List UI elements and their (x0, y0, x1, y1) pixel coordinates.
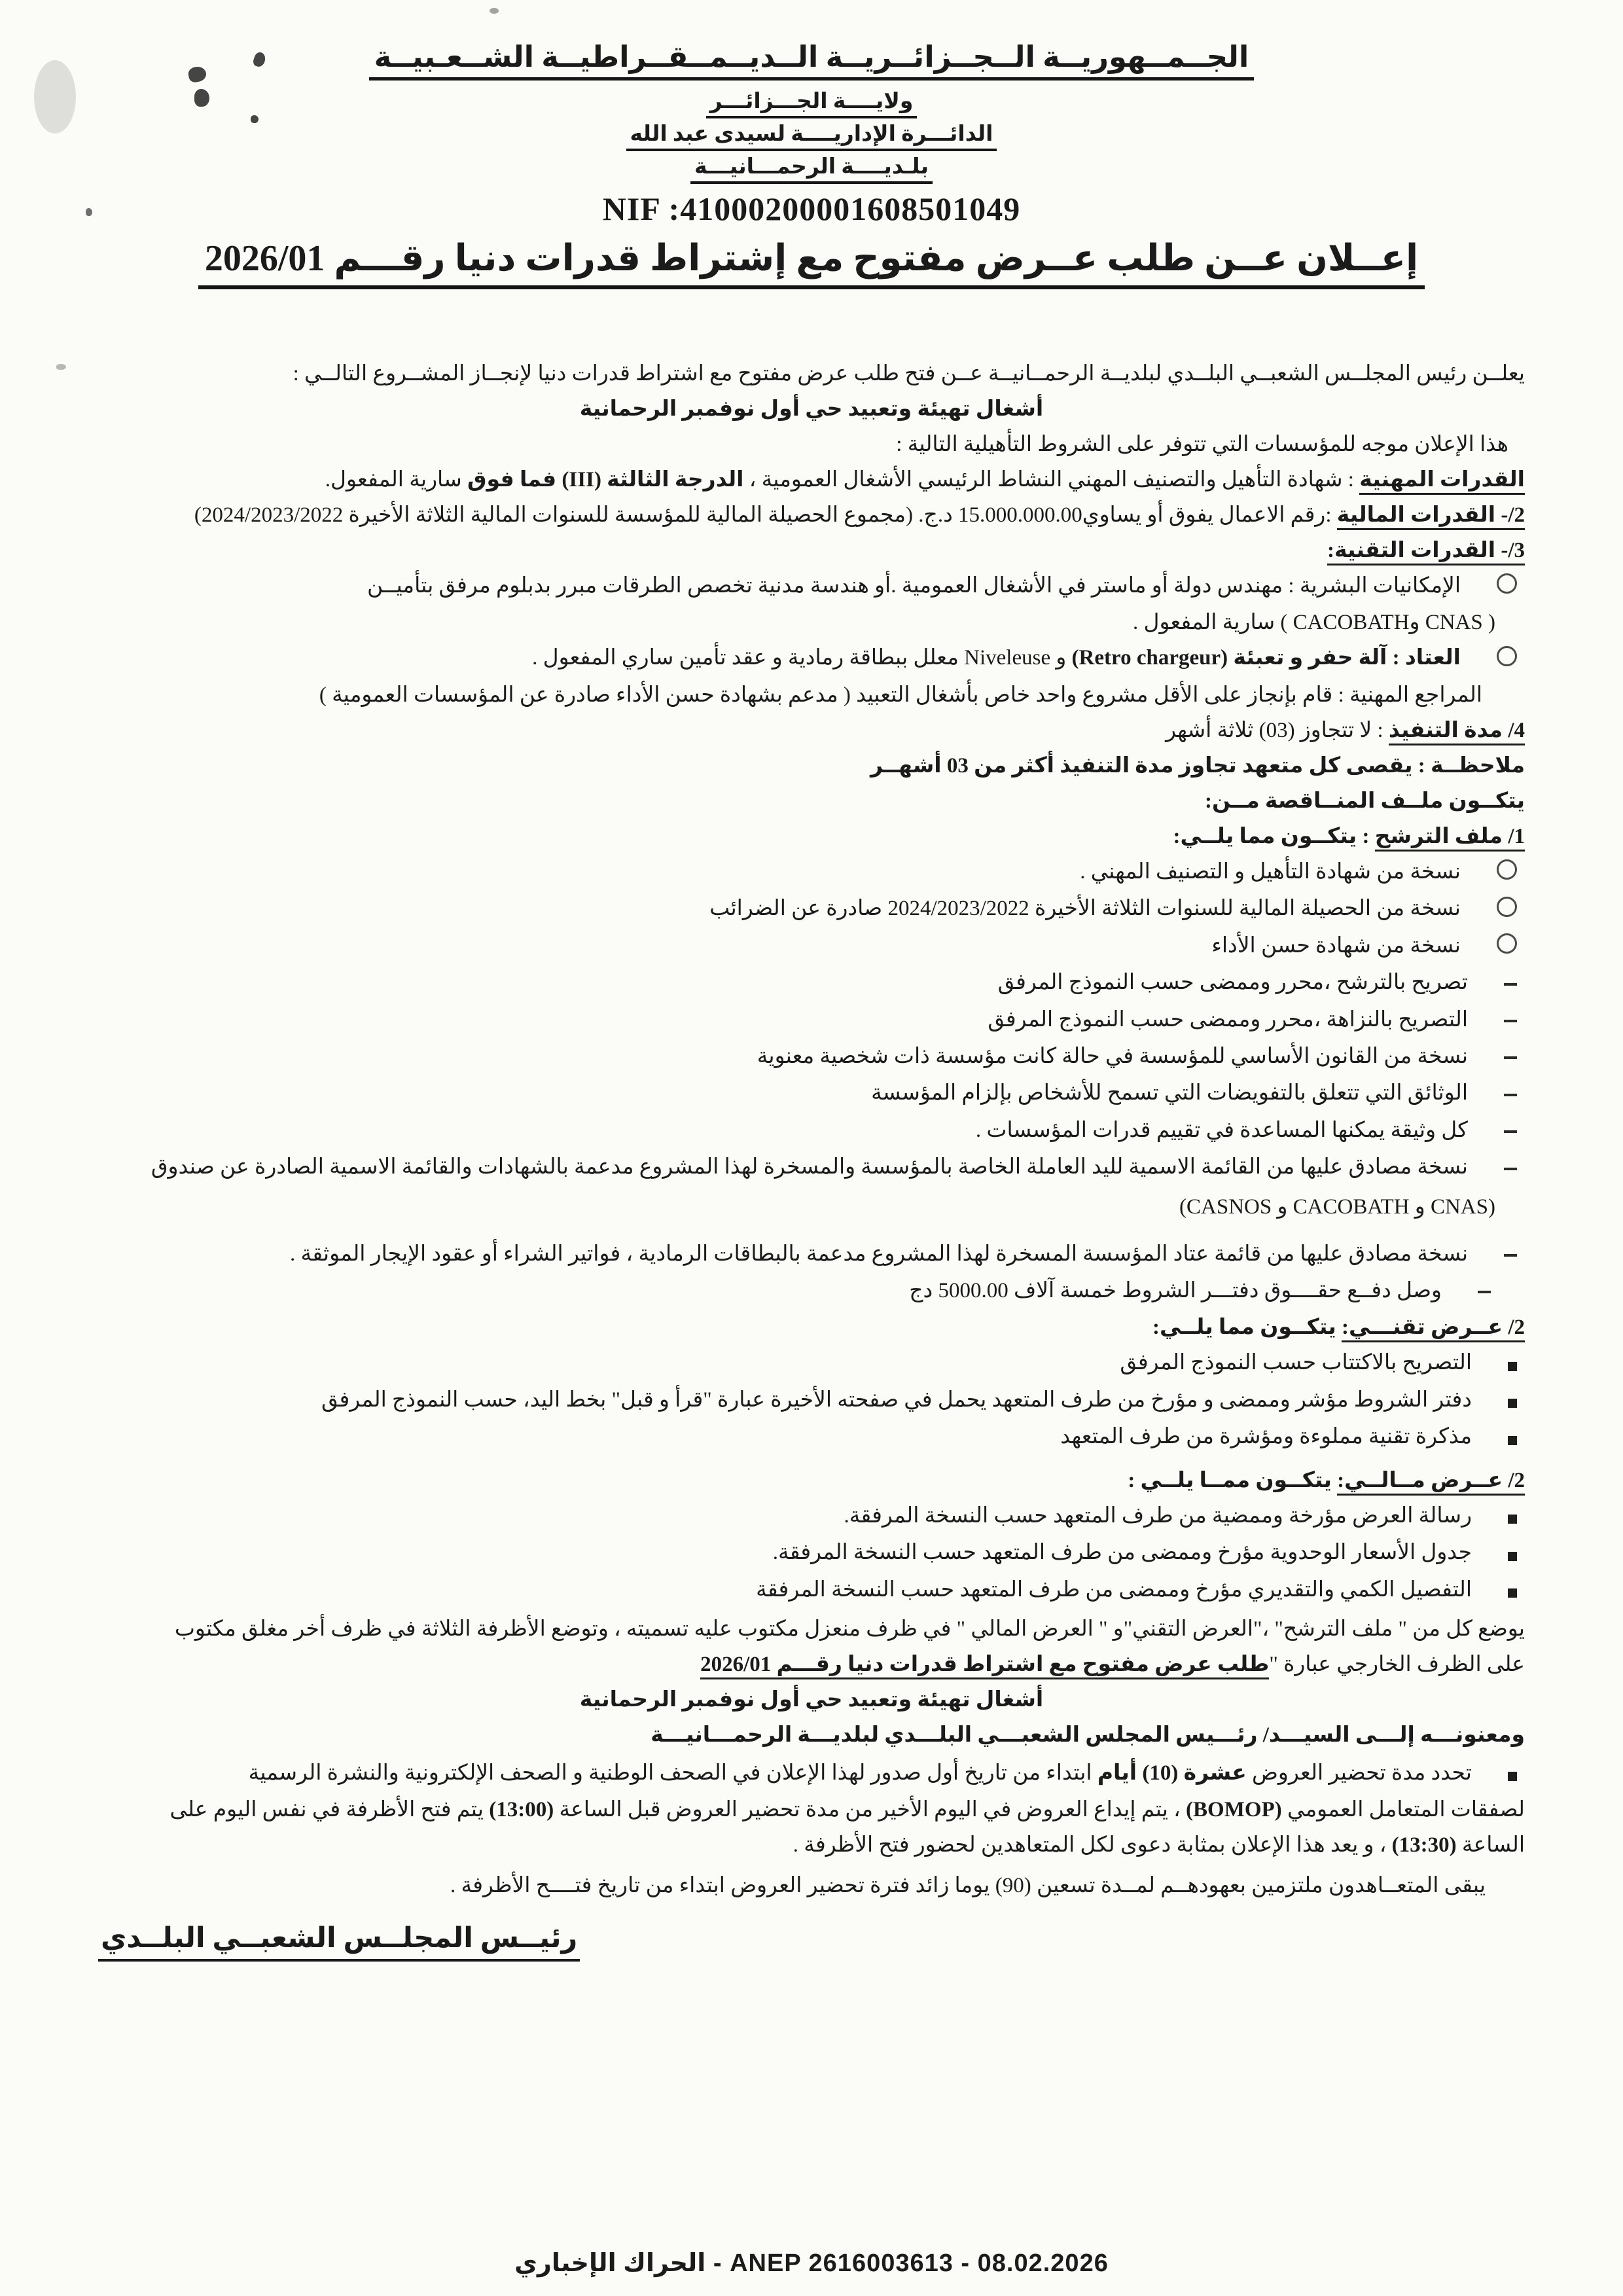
text-run: نسخة مصادق عليها من قائمة عتاد المؤسسة المسخرة لهذا المشروع مدعمة بالبطاقات الرمادية ، فواتير الشراء أو عقود الإيجار الموثقة . (290, 1242, 1468, 1266)
text-run: ، و يعد هذا الإعلان بمثابة دعوى لكل المتعاهدين لحضور فتح الأظرفة . (793, 1833, 1392, 1857)
signature-title: رئيــس المجلــس الشعبــي البلــدي (98, 1923, 580, 1962)
list-item (98, 891, 1525, 927)
scan-artifact (194, 89, 209, 107)
text-run: التصريح بالنزاهة ،محرر وممضى حسب النموذج المرفق (988, 1007, 1468, 1031)
circle-bullet-icon (1497, 642, 1517, 677)
text-run: يوضع كل من " ملف الترشح" ،"العرض التقني"و " العرض المالي " في ظرف منعزل مكتوب عليه تسميته ، وتوضع الأظرفة الثلاثة في ظرف أخر مغلق مكتوب (174, 1617, 1525, 1641)
text-run: 4/ مدة التنفيذ (1389, 719, 1525, 745)
text-run: يتم فتح الأظرفة في نفس اليوم على (169, 1798, 490, 1822)
text-run: : لا تتجاوز (03) ثلاثة أشهر (1166, 718, 1389, 742)
list-item (98, 1755, 1525, 1792)
signature-block (98, 1922, 1525, 1954)
text-run: دفتر الشروط مؤشر وممضى و مؤرخ من طرف المتعهد يحمل في صفحته الأخيرة عبارة "قرأ و قبل" بخط اليد، حسب النموذج المرفق (321, 1388, 1472, 1412)
text-run: المراجع المهنية : قام بإنجاز على الأقل مشروع واحد خاص بأشغال التعبيد ( مدعم بشهادة حسن الأداء صادرة عن المؤسسات العمومية ) (319, 683, 1482, 707)
list-item (98, 965, 1525, 1001)
dash-bullet-icon (1504, 1238, 1517, 1273)
doc-line (98, 1611, 1525, 1647)
wilaya-title: ولايــــة الجـــزائـــر (706, 90, 918, 118)
text-run: ملاحظــة : يقصى كل متعهد تجاوز مدة التنفيذ أكثر من 03 أشهــر (870, 753, 1525, 778)
text-run: و Niveleuse معلل ببطاقة رمادية و عقد تأمين ساري المفعول . (532, 646, 1072, 670)
dash-bullet-icon (1504, 1077, 1517, 1113)
nif-number: NIF :41000200001608501049 (602, 190, 1021, 227)
doc-line (98, 497, 1525, 533)
anep-footer (0, 2248, 1623, 2278)
doc-line (98, 605, 1525, 640)
text-run: 2/- القدرات المالية (1337, 503, 1525, 530)
daira-title: الدائـــرة الإداريــــة لسيدى عبد الله (626, 122, 997, 151)
text-run: هذا الإعلان موجه للمؤسسات التي تتوفر على الشروط التأهيلية التالية : (896, 433, 1508, 456)
text-run: القدرات المهنية (1359, 468, 1525, 495)
doc-line (98, 1463, 1525, 1498)
text-run: (13:00) (489, 1798, 554, 1822)
list-item (98, 854, 1525, 891)
list-item (98, 1236, 1525, 1273)
dash-bullet-icon (1504, 1114, 1517, 1149)
text-run: أشغال تهيئة وتعبيد حي أول نوفمبر الرحمانية (579, 397, 1044, 421)
text-run: 2/ عــرض تقنـــي: (1342, 1316, 1525, 1342)
doc-line (98, 1827, 1525, 1863)
doc-line (98, 1189, 1525, 1225)
list-item (98, 1535, 1525, 1571)
text-run: : شهادة التأهيل والتصنيف المهني النشاط الرئيسي الأشغال العمومية ، (743, 468, 1360, 492)
text-run: : يتكــون مما يلــي: (1173, 824, 1375, 848)
commune-title: بلـديــــة الرحمـــانيـــة (690, 155, 933, 184)
circle-bullet-icon (1497, 569, 1517, 605)
list-item (98, 1572, 1525, 1609)
text-run: نسخة من شهادة التأهيل و التصنيف المهني . (1080, 859, 1461, 884)
list-item (98, 1419, 1525, 1456)
scan-artifact (56, 364, 66, 370)
announcement-title: إعــلان عــن طلب عــرض مفتوح مع إشتراط قدرات دنيا رقـــم 2026/01 (198, 238, 1425, 289)
text-run: (CNAS و CACOBATH و CASNOS) (1179, 1194, 1495, 1219)
text-run: الوثائق التي تتعلق بالتفويضات التي تسمح للأشخاص بإلزام المؤسسة (871, 1081, 1468, 1105)
text-run: نسخة مصادق عليها من القائمة الاسمية لليد العاملة الخاصة بالمؤسسة والمسخرة لهذا المشروع مدعمة بالشهادات والقائمة الاسمية الصادرة عن صندوق (151, 1155, 1468, 1179)
text-run: نسخة من الحصيلة المالية للسنوات الثلاثة الأخيرة 2024/2023/2022 صادرة عن الضرائب (709, 897, 1461, 921)
anep-reference: ANEP 2616003613 - 08.02.2026 - الحراك الإخباري (514, 2250, 1109, 2277)
list-item (98, 1345, 1525, 1382)
text-run: ، يتم إيداع العروض في اليوم الأخير من مدة تحضير العروض قبل الساعة (554, 1798, 1186, 1822)
text-run: يعلــن رئيس المجلــس الشعبــي البلــدي لبلديــة الرحمــانيــة عــن فتح طلب عرض مفتوح مع اشتراط قدرات دنيا لإنجــاز المشــروع التالــي : (293, 362, 1525, 386)
list-item (98, 1498, 1525, 1535)
text-run: على الظرف الخارجي عبارة " (1269, 1653, 1525, 1677)
text-run: أشغال تهيئة وتعبيد حي أول نوفمبر الرحمانية (579, 1688, 1044, 1712)
text-run: نسخة من شهادة حسن الأداء (1211, 933, 1461, 958)
text-run: 3/- القدرات التقنية: (1327, 539, 1525, 565)
text-run: 1/ ملف الترشح (1375, 825, 1525, 852)
square-bullet-icon (1508, 1757, 1517, 1792)
list-item (98, 640, 1525, 677)
dash-bullet-icon (1504, 1040, 1517, 1075)
doc-line (98, 1717, 1525, 1753)
text-run: طلب عرض مفتوح مع اشتراط قدرات دنيا رقـــم 2026/01 (700, 1653, 1269, 1679)
text-run: يتكــون ممــا يلــي : (1128, 1468, 1338, 1492)
text-run: الإمكانيات البشرية : مهندس دولة أو ماستر في الأشغال العمومية .أو هندسة مدنية تخصص الطرقات مبرر بدبلوم مرفق بتأميــن (366, 574, 1461, 598)
square-bullet-icon (1508, 1347, 1517, 1382)
list-item (98, 928, 1525, 965)
scan-artifact (490, 8, 499, 14)
doc-line (98, 1682, 1525, 1717)
text-run: العتاد : آلة حفر و تعبئة (1228, 646, 1461, 670)
square-bullet-icon (1508, 1421, 1517, 1456)
doc-line (98, 462, 1525, 497)
dash-bullet-icon (1478, 1274, 1491, 1310)
list-item (98, 1273, 1525, 1310)
text-run: الساعة (1456, 1833, 1525, 1857)
dash-bullet-icon (1504, 967, 1517, 1002)
text-run: (13:30) (1391, 1833, 1457, 1857)
list-item (98, 1149, 1525, 1186)
text-run: :رقم الاعمال يفوق أو يساوي15.000.000.00 د.ج. (مجموع الحصيلة المالية للمؤسسة للسنوات المالية الثلاثة الأخيرة 2024/2023/2022) (194, 503, 1337, 527)
dash-bullet-icon (1504, 1151, 1517, 1187)
square-bullet-icon (1508, 1384, 1517, 1419)
text-run: 2/ عــرض مــالــي: (1337, 1469, 1525, 1496)
text-run: نسخة من القانون الأساسي للمؤسسة في حالة كانت مؤسسة ذات شخصية معنوية (757, 1044, 1468, 1068)
scan-artifact (86, 208, 92, 216)
doc-line (98, 819, 1525, 854)
list-item (98, 568, 1525, 605)
circle-bullet-icon (1497, 893, 1517, 928)
doc-line (98, 427, 1525, 462)
text-run: ومعنونـــه إلـــى السيـــد/ رئـــيس المجلس الشعبـــي البلـــدي لبلديـــة الرحمـــانيـــة (651, 1723, 1525, 1748)
doc-line (98, 1792, 1525, 1827)
doc-line (98, 677, 1525, 713)
list-item (98, 1039, 1525, 1075)
text-run: تصريح بالترشح ،محرر وممضى حسب النموذج المرفق (997, 971, 1468, 995)
doc-line (98, 533, 1525, 568)
text-run: الدرجة الثالثة (III) فما فوق (467, 468, 744, 492)
list-item (98, 1075, 1525, 1112)
doc-line (98, 1647, 1525, 1682)
text-run: وصل دفــع حقــــوق دفتـــر الشروط خمسة آلاف 5000.00 دج (909, 1279, 1442, 1303)
list-item (98, 1113, 1525, 1149)
doc-line (98, 1310, 1525, 1345)
text-run: تحدد مدة تحضير العروض (1246, 1761, 1472, 1785)
doc-line (98, 748, 1525, 783)
text-run: رسالة العرض مؤرخة وممضية من طرف المتعهد حسب النسخة المرفقة. (844, 1503, 1472, 1528)
text-run: (Retro chargeur) (1071, 646, 1228, 670)
text-run: لصفقات المتعامل العمومي (1281, 1798, 1525, 1822)
text-run: يتكــون مما يلــي: (1152, 1316, 1342, 1340)
text-run: التصريح بالاكتتاب حسب النموذج المرفق (1120, 1351, 1472, 1375)
text-run: عشرة (10) أيام (1097, 1761, 1247, 1785)
square-bullet-icon (1508, 1537, 1517, 1572)
text-run: (BOMOP) (1186, 1798, 1282, 1822)
scan-artifact (34, 60, 76, 134)
doc-line (98, 356, 1525, 391)
text-run: التفصيل الكمي والتقديري مؤرخ وممضى من طرف المتعهد حسب النسخة المرفقة (756, 1577, 1472, 1602)
circle-bullet-icon (1497, 855, 1517, 891)
list-item (98, 1002, 1525, 1039)
document-header (0, 0, 1623, 302)
dash-bullet-icon (1504, 1003, 1517, 1039)
text-run: كل وثيقة يمكنها المساعدة في تقييم قدرات المؤسسات . (975, 1118, 1468, 1142)
republic-title: الجــمــهوريــة الــجــزائــريــة الــديــمــقــراطيــة الشــعـبيــة (369, 41, 1255, 81)
text-run: سارية المفعول. (325, 468, 467, 492)
square-bullet-icon (1508, 1573, 1517, 1609)
text-run: جدول الأسعار الوحدوية مؤرخ وممضى من طرف المتعهد حسب النسخة المرفقة. (772, 1541, 1472, 1565)
text-run: يبقى المتعــاهدون ملتزمين بعهودهــم لمــدة تسعين (90) يوما زائد فترة تحضير العروض ابتداء من تاريخ فتــــح الأظرفة . (450, 1874, 1486, 1898)
text-run: يتكــون ملــف المنــاقصة مــن: (1204, 789, 1525, 813)
document-body (98, 356, 1525, 1903)
doc-line (98, 783, 1525, 819)
text-run: ابتداء من تاريخ أول صدور لهذا الإعلان في الصحف الوطنية و الصحف الإلكترونية والنشرة الرسمية (248, 1761, 1097, 1785)
text-run: ( CNAS وCACOBATH ) سارية المفعول . (1132, 611, 1495, 635)
circle-bullet-icon (1497, 929, 1517, 965)
doc-line (98, 391, 1525, 427)
text-run: مذكرة تقنية مملوءة ومؤشرة من طرف المتعهد (1060, 1425, 1472, 1449)
doc-line (98, 713, 1525, 748)
list-item (98, 1382, 1525, 1419)
doc-line (98, 1868, 1525, 1903)
scan-artifact (251, 115, 259, 123)
square-bullet-icon (1508, 1499, 1517, 1535)
